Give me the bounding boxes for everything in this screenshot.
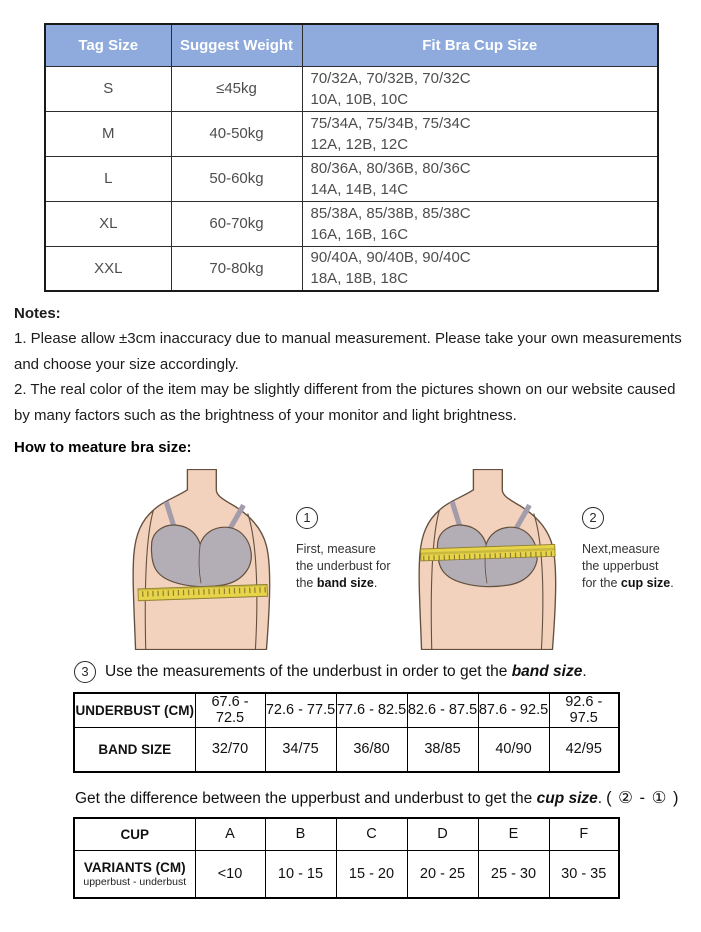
table-row-l <box>45 156 658 201</box>
variant-range: 15 - 20 <box>336 850 407 898</box>
table-row-xxl <box>45 246 658 291</box>
underbust-row <box>74 693 619 727</box>
col-header-fit-bra-cup-size: Fit Bra Cup Size <box>302 24 658 66</box>
col-header-tag-size: Tag Size <box>45 24 171 66</box>
cup-line-post: . <box>597 790 603 807</box>
table-row-m <box>45 111 658 156</box>
underbust-label: UNDERBUST (CM) <box>74 693 195 727</box>
underbust-range: 72.6 - 77.5 <box>265 693 336 727</box>
cup-letter: A <box>195 818 265 850</box>
cup-size-cell <box>302 156 658 201</box>
col-header-suggest-weight: Suggest Weight <box>171 24 302 66</box>
step2-line3-post: . <box>670 576 674 590</box>
cup-line2: 12A, 12B, 12C <box>310 135 409 153</box>
tag-size-cell: XL <box>45 201 171 246</box>
tag-size-cell: XXL <box>45 246 171 291</box>
size-chart-table <box>44 23 659 292</box>
cup-letter: E <box>478 818 549 850</box>
cup-line2: 10A, 10B, 10C <box>310 90 409 108</box>
step-text-2 <box>582 541 678 592</box>
step1-line2: the underbust for <box>296 559 391 573</box>
step-number-3: 3 <box>74 661 96 683</box>
underbust-range: 77.6 - 82.5 <box>336 693 407 727</box>
note-item-1: 1. Please allow ±3cm inaccuracy due to manual measurement. Please take your own measurements and choose your size accordingly. <box>14 330 682 373</box>
band-size-row <box>74 727 619 772</box>
cup-size-cell <box>302 246 658 291</box>
step2-line3-pre: for the <box>582 576 621 590</box>
cup-line2: 16A, 16B, 16C <box>310 225 409 243</box>
cup-line-pre: Get the difference between the upperbust and underbust to get the <box>75 790 537 807</box>
cup-label: CUP <box>74 818 195 850</box>
step-text-1 <box>296 541 392 592</box>
band-size-instruction <box>74 661 701 683</box>
weight-cell: 60-70kg <box>171 201 302 246</box>
notes-section <box>14 305 682 428</box>
cup-letter: C <box>336 818 407 850</box>
step1-line3-pre: the <box>296 576 317 590</box>
cup-row <box>74 818 619 850</box>
underbust-range: 67.6 - 72.5 <box>195 693 265 727</box>
band-size-value: 40/90 <box>478 727 549 772</box>
underbust-range: 87.6 - 92.5 <box>478 693 549 727</box>
variant-range: <10 <box>195 850 265 898</box>
step-note-1 <box>296 507 392 650</box>
step3-pre: Use the measurements of the underbust in order to get the <box>105 663 512 680</box>
note-item-2: 2. The real color of the item may be slightly different from the pictures shown on our website caused by many factors such as the brightness of your monitor and light brightness. <box>14 381 676 424</box>
step-number-2: 2 <box>582 507 604 529</box>
band-size-value: 36/80 <box>336 727 407 772</box>
cup-line1: 90/40A, 90/40B, 90/40C <box>310 249 471 267</box>
cup-line1: 85/38A, 85/38B, 85/38C <box>310 204 471 222</box>
underbust-range: 92.6 - 97.5 <box>549 693 619 727</box>
variants-label-sub: upperbust - underbust <box>83 875 187 888</box>
band-size-value: 34/75 <box>265 727 336 772</box>
variant-range: 30 - 35 <box>549 850 619 898</box>
step1-line1: First, measure <box>296 542 376 556</box>
underbust-range: 82.6 - 87.5 <box>407 693 478 727</box>
weight-cell: 50-60kg <box>171 156 302 201</box>
weight-cell: ≤45kg <box>171 66 302 111</box>
variants-label <box>74 850 195 898</box>
step-number-1: 1 <box>296 507 318 529</box>
variant-range: 20 - 25 <box>407 850 478 898</box>
step2-line1: Next,measure <box>582 542 660 556</box>
cup-line-bold: cup size <box>536 790 598 807</box>
table-row-s <box>45 66 658 111</box>
tag-size-cell: M <box>45 111 171 156</box>
notes-title: Notes: <box>14 305 61 322</box>
bra-upperbust-illustration <box>402 469 572 650</box>
variant-range: 25 - 30 <box>478 850 549 898</box>
band-size-value: 38/85 <box>407 727 478 772</box>
cup-letter: F <box>549 818 619 850</box>
cup-size-table <box>73 817 620 899</box>
cup-line1: 80/36A, 80/36B, 80/36C <box>310 159 471 177</box>
figure-underbust <box>116 469 392 650</box>
cup-size-instruction <box>75 788 701 808</box>
bra-underbust-illustration <box>116 469 286 650</box>
cup-line2: 18A, 18B, 18C <box>310 270 409 288</box>
cup-line2: 14A, 14B, 14C <box>310 180 409 198</box>
band-size-value: 42/95 <box>549 727 619 772</box>
step-note-2 <box>582 507 678 650</box>
cup-size-cell <box>302 66 658 111</box>
cup-letter: D <box>407 818 478 850</box>
tag-size-cell: S <box>45 66 171 111</box>
cup-letter: B <box>265 818 336 850</box>
cup-size-cell <box>302 111 658 156</box>
step1-line3-bold: band size <box>316 576 374 590</box>
weight-cell: 40-50kg <box>171 111 302 156</box>
size-chart-header-row <box>45 24 658 66</box>
variant-range: 10 - 15 <box>265 850 336 898</box>
cup-line1: 70/32A, 70/32B, 70/32C <box>310 69 471 87</box>
cup-formula: ( ② - ① ) <box>606 789 680 807</box>
tag-size-cell: L <box>45 156 171 201</box>
step3-text <box>105 663 587 681</box>
step2-line3-bold: cup size <box>620 576 671 590</box>
variants-label-main: VARIANTS (CM) <box>83 859 186 875</box>
weight-cell: 70-80kg <box>171 246 302 291</box>
step3-bold: band size <box>511 663 583 680</box>
band-size-table <box>73 692 620 773</box>
variants-row <box>74 850 619 898</box>
measure-guide-title: How to meature bra size: <box>14 439 192 456</box>
cup-line1: 75/34A, 75/34B, 75/34C <box>310 114 471 132</box>
figure-upperbust <box>402 469 678 650</box>
band-size-value: 32/70 <box>195 727 265 772</box>
step3-post: . <box>582 663 587 680</box>
size-guide-page <box>0 23 701 899</box>
band-size-label: BAND SIZE <box>74 727 195 772</box>
step1-line3-post: . <box>373 576 378 590</box>
measure-illustrations <box>116 469 701 650</box>
cup-size-cell <box>302 201 658 246</box>
step2-line2: the upperbust <box>582 559 659 573</box>
table-row-xl <box>45 201 658 246</box>
